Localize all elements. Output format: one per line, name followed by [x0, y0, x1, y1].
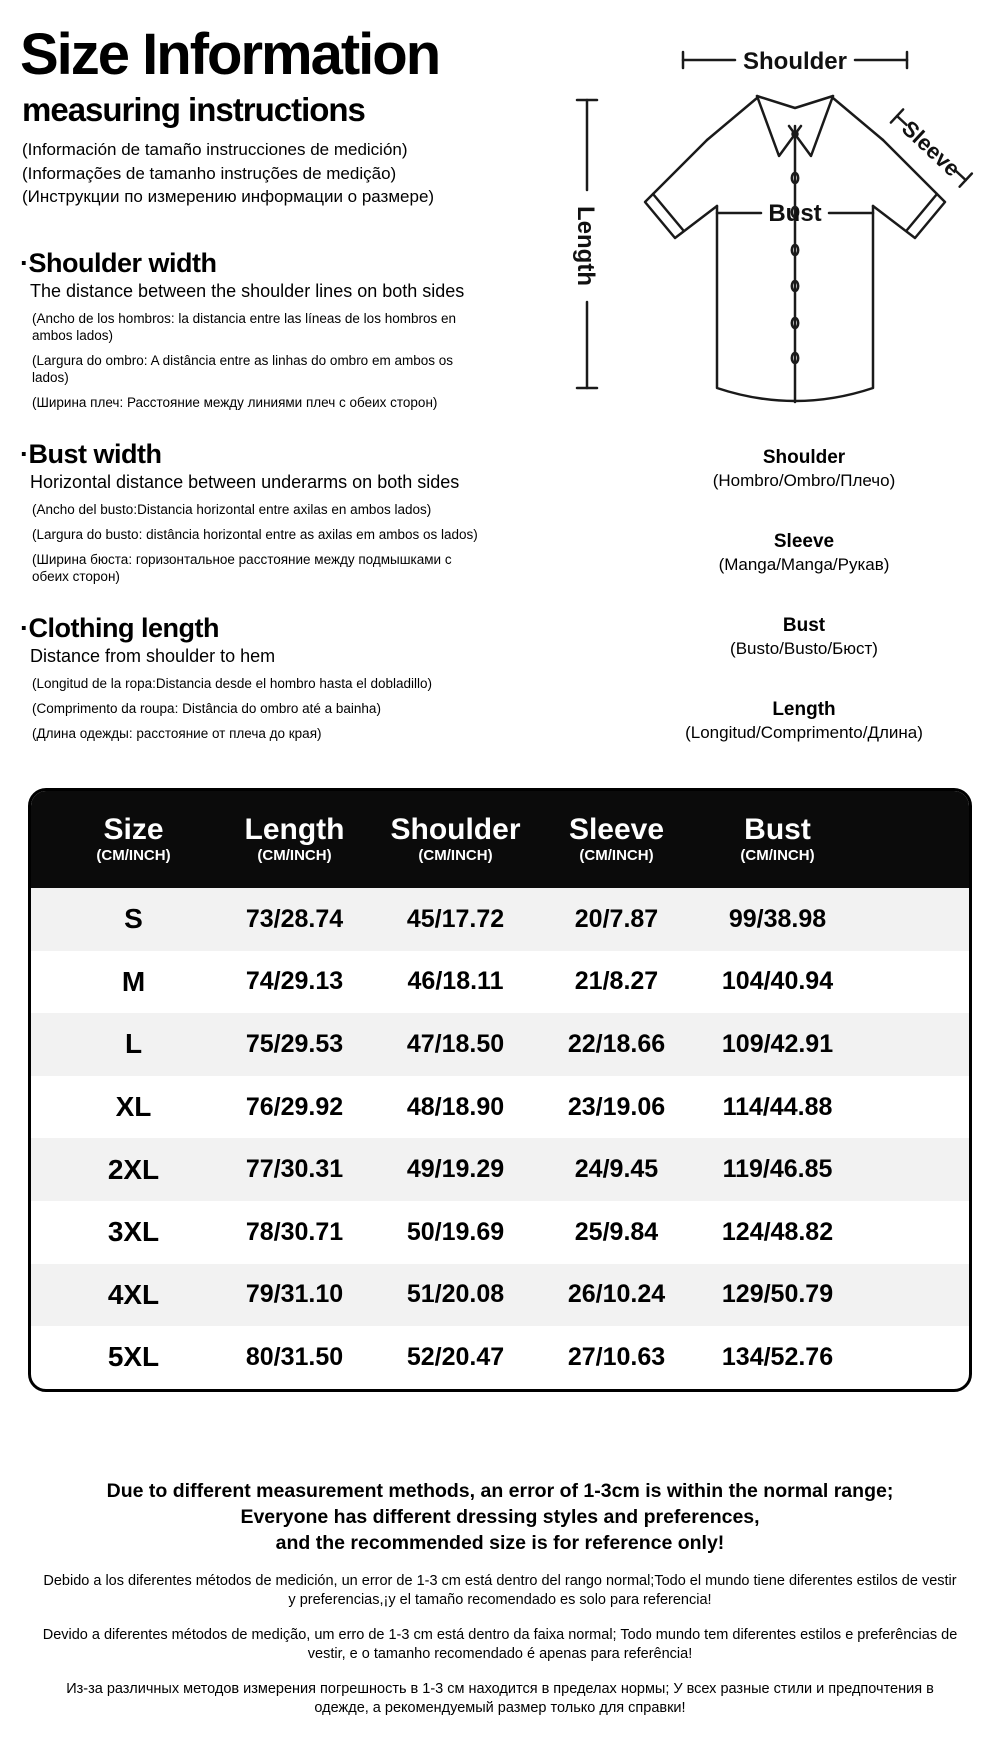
cell-sleeve: 26/10.24 — [567, 1280, 666, 1309]
column-unit: (CM/INCH) — [740, 846, 815, 864]
cell-sleeve: 23/19.06 — [567, 1092, 666, 1121]
cell-sleeve: 25/9.84 — [574, 1217, 659, 1246]
cell-size: M — [121, 965, 146, 997]
title-translations — [20, 138, 550, 209]
legend-entry-bust — [630, 614, 978, 660]
cell-size: L — [124, 1028, 143, 1060]
column-unit: (CM/INCH) — [257, 846, 332, 864]
sleeve-dimension-line — [888, 107, 974, 189]
legend-translations: (Longitud/Comprimento/Длина) — [685, 723, 923, 742]
cell-bust: 119/46.85 — [722, 1155, 833, 1184]
cell-length: 74/29.13 — [245, 967, 344, 996]
column-header-bust — [697, 814, 858, 866]
cell-bust: 129/50.79 — [721, 1280, 834, 1309]
shirt-outline — [645, 96, 945, 402]
shirt-measurement-diagram — [545, 28, 995, 426]
cell-bust: 134/52.76 — [721, 1342, 834, 1371]
table-row-xl — [31, 1076, 969, 1139]
cell-shoulder: 51/20.08 — [406, 1280, 505, 1309]
legend-translations: (Busto/Busto/Бюст) — [730, 639, 878, 658]
section-translation-es: (Ancho del busto:Distancia horizontal entre axilas en ambos lados) — [32, 502, 432, 517]
section-description: Distance from shoulder to hem — [30, 646, 276, 666]
diagram-sleeve-label: Sleeve — [897, 115, 966, 182]
cell-shoulder: 48/18.90 — [406, 1092, 505, 1121]
cell-sleeve: 24/9.45 — [574, 1155, 659, 1184]
disclaimer-pt: Devido a diferentes métodos de medição, um erro de 1-3 cm está dentro da faixa normal; Todo mundo tem diferentes estilos e preferências de vestir, e o tamanho recomendado é apenas para referência! — [42, 1627, 958, 1662]
cell-bust: 104/40.94 — [721, 967, 834, 996]
cell-size: 4XL — [107, 1278, 160, 1310]
section-translation-pt: (Comprimento da roupa: Distância do ombro até a bainha) — [32, 701, 381, 716]
section-shoulder-width — [20, 248, 532, 411]
section-description: Horizontal distance between underarms on both sides — [30, 472, 460, 492]
table-row-5xl — [31, 1326, 969, 1389]
section-description: The distance between the shoulder lines on both sides — [30, 281, 465, 301]
page-title: Size Information — [20, 22, 440, 87]
disclaimer-en-line1: Due to different measurement methods, an error of 1-3cm is within the normal range; — [106, 1480, 894, 1502]
table-row-l — [31, 1013, 969, 1076]
measurement-legend — [630, 446, 978, 782]
disclaimer-en-line3: and the recommended size is for reference only! — [275, 1532, 725, 1554]
section-heading: ·Shoulder width — [20, 248, 217, 278]
cell-shoulder: 49/19.29 — [406, 1155, 505, 1184]
section-bust-width — [20, 439, 532, 585]
column-unit: (CM/INCH) — [418, 846, 493, 864]
cell-bust: 109/42.91 — [721, 1029, 834, 1058]
section-translation-pt: (Largura do ombro: A distância entre as linhas do ombro em ambos os lados) — [32, 353, 453, 385]
cell-length: 76/29.92 — [245, 1092, 344, 1121]
cell-bust: 124/48.82 — [721, 1217, 834, 1246]
legend-translations: (Hombro/Ombro/Плечо) — [712, 471, 896, 490]
table-row-m — [31, 951, 969, 1014]
title-translation-ru: (Инструкции по измерению информации о размере) — [22, 187, 435, 206]
diagram-length-label: Length — [572, 206, 599, 286]
column-unit: (CM/INCH) — [579, 846, 654, 864]
column-label: Sleeve — [568, 812, 665, 846]
size-table — [28, 788, 972, 1392]
cell-length: 75/29.53 — [245, 1029, 344, 1058]
column-header-size — [53, 814, 214, 866]
measuring-sections — [20, 248, 532, 770]
disclaimer — [30, 1478, 970, 1718]
cell-length: 73/28.74 — [245, 904, 344, 933]
cell-size: 3XL — [107, 1216, 160, 1248]
size-table-header — [31, 791, 969, 888]
column-header-shoulder — [375, 814, 536, 866]
title-translation-pt: (Informações de tamanho instruções de medição) — [22, 163, 397, 183]
legend-term: Shoulder — [762, 447, 846, 468]
cell-shoulder: 47/18.50 — [406, 1029, 505, 1058]
disclaimer-ru: Из-за различных методов измерения погрешность в 1-3 см находится в пределах нормы; У всех разные стили и предпочтения в одежде, а рекомендуемый размер только для справки! — [66, 1681, 934, 1716]
column-header-sleeve — [536, 814, 697, 866]
legend-entry-shoulder — [630, 446, 978, 492]
section-translation-es: (Ancho de los hombros: la distancia entre las líneas de los hombros en ambos lados) — [32, 311, 456, 343]
diagram-shoulder-label: Shoulder — [742, 48, 848, 75]
cell-sleeve: 27/10.63 — [567, 1342, 666, 1371]
table-row-2xl — [31, 1138, 969, 1201]
cell-bust: 99/38.98 — [728, 904, 827, 933]
column-label: Bust — [744, 812, 811, 846]
cell-length: 78/30.71 — [245, 1217, 344, 1246]
disclaimer-en-line2: Everyone has different dressing styles and preferences, — [240, 1506, 760, 1528]
section-clothing-length — [20, 613, 532, 742]
size-table-body — [31, 888, 969, 1389]
cell-length: 77/30.31 — [245, 1155, 344, 1184]
cell-size: S — [124, 903, 143, 935]
column-label: Shoulder — [390, 812, 521, 846]
cell-size: 5XL — [107, 1341, 160, 1373]
page-header — [20, 0, 550, 209]
section-translation-pt: (Largura do busto: distância horizontal entre as axilas em ambos os lados) — [32, 527, 478, 542]
column-header-length — [214, 814, 375, 866]
column-label: Size — [103, 812, 164, 846]
legend-term: Bust — [782, 615, 826, 636]
cell-shoulder: 45/17.72 — [406, 904, 505, 933]
legend-term: Length — [772, 699, 836, 720]
column-unit: (CM/INCH) — [96, 846, 171, 864]
cell-sleeve: 20/7.87 — [574, 904, 659, 933]
legend-translations: (Manga/Manga/Рукав) — [718, 555, 890, 574]
legend-entry-sleeve — [630, 530, 978, 576]
column-label: Length — [244, 812, 345, 846]
cell-size: XL — [115, 1091, 152, 1123]
page-subtitle: measuring instructions — [22, 91, 365, 128]
section-translation-es: (Longitud de la ropa:Distancia desde el hombro hasta el dobladillo) — [32, 676, 433, 691]
cell-bust: 114/44.88 — [722, 1092, 833, 1121]
shirt-diagram-svg — [545, 28, 995, 426]
cell-length: 79/31.10 — [245, 1280, 344, 1309]
legend-term: Sleeve — [773, 531, 835, 552]
disclaimer-es: Debido a los diferentes métodos de medición, un error de 1-3 cm está dentro del rango normal;Todo el mundo tiene diferentes estilos de vestir y preferencias,¡y el tamaño recomendado es solo para referencia! — [43, 1573, 957, 1608]
table-row-s — [31, 888, 969, 951]
cell-length: 80/31.50 — [245, 1342, 344, 1371]
cell-sleeve: 22/18.66 — [567, 1029, 666, 1058]
table-row-3xl — [31, 1201, 969, 1264]
cell-size: 2XL — [107, 1153, 160, 1185]
cell-shoulder: 50/19.69 — [406, 1217, 505, 1246]
cell-shoulder: 52/20.47 — [406, 1342, 505, 1371]
diagram-bust-label: Bust — [768, 200, 822, 227]
section-translation-ru: (Ширина плеч: Расстояние между линиями плеч с обеих сторон) — [32, 395, 438, 410]
section-translation-ru: (Ширина бюста: горизонтальное расстояние между подмышками с обеих сторон) — [32, 552, 452, 584]
section-translation-ru: (Длина одежды: расстояние от плеча до края) — [32, 726, 322, 741]
section-heading: ·Clothing length — [20, 613, 219, 643]
cell-shoulder: 46/18.11 — [407, 967, 504, 996]
legend-entry-length — [630, 698, 978, 744]
table-row-4xl — [31, 1264, 969, 1327]
cell-sleeve: 21/8.27 — [574, 967, 659, 996]
title-translation-es: (Información de tamaño instrucciones de medición) — [22, 140, 408, 159]
section-heading: ·Bust width — [20, 439, 162, 469]
